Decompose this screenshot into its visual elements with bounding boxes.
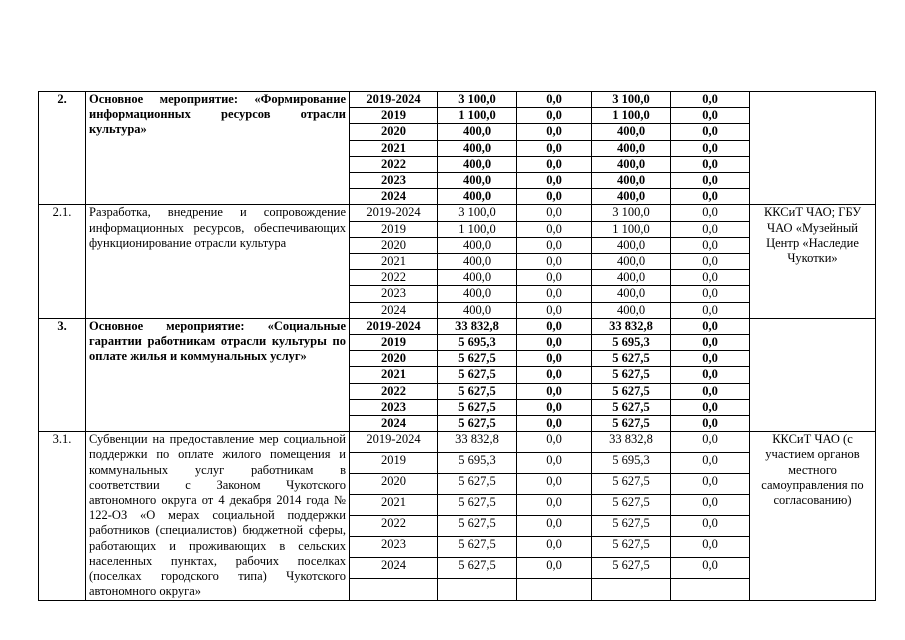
table-row <box>39 432 876 453</box>
total-cell: 5 627,5 <box>438 399 517 415</box>
total-cell: 33 832,8 <box>438 318 517 334</box>
other-cell: 0,0 <box>671 495 750 516</box>
period-cell: 2024 <box>350 189 438 205</box>
period-cell: 2019-2024 <box>350 432 438 453</box>
period-cell: 2023 <box>350 399 438 415</box>
federal-cell: 0,0 <box>517 92 592 108</box>
total-cell: 400,0 <box>438 237 517 253</box>
period-cell: 2022 <box>350 156 438 172</box>
other-cell: 0,0 <box>671 335 750 351</box>
total-cell: 3 100,0 <box>438 205 517 221</box>
period-cell: 2019 <box>350 335 438 351</box>
period-cell: 2021 <box>350 367 438 383</box>
empty-cell <box>517 579 592 600</box>
regional-cell: 5 695,3 <box>592 453 671 474</box>
regional-cell: 5 627,5 <box>592 399 671 415</box>
regional-cell: 400,0 <box>592 237 671 253</box>
activity-name: Основное мероприятие: «Социальные гарантии работникам отрасли культуры по оплате жилья и коммунальных услуг» <box>86 318 350 431</box>
period-cell: 2023 <box>350 286 438 302</box>
period-cell: 2022 <box>350 270 438 286</box>
regional-cell: 5 627,5 <box>592 351 671 367</box>
other-cell: 0,0 <box>671 140 750 156</box>
regional-cell: 400,0 <box>592 156 671 172</box>
other-cell: 0,0 <box>671 286 750 302</box>
period-cell: 2022 <box>350 383 438 399</box>
other-cell: 0,0 <box>671 367 750 383</box>
other-cell: 0,0 <box>671 432 750 453</box>
period-cell: 2023 <box>350 537 438 558</box>
period-cell: 2019-2024 <box>350 318 438 334</box>
empty-cell <box>438 579 517 600</box>
total-cell: 3 100,0 <box>438 92 517 108</box>
federal-cell: 0,0 <box>517 383 592 399</box>
other-cell: 0,0 <box>671 237 750 253</box>
other-cell: 0,0 <box>671 254 750 270</box>
total-cell: 5 627,5 <box>438 558 517 579</box>
federal-cell: 0,0 <box>517 495 592 516</box>
federal-cell: 0,0 <box>517 399 592 415</box>
period-cell: 2024 <box>350 416 438 432</box>
period-cell: 2024 <box>350 302 438 318</box>
federal-cell: 0,0 <box>517 558 592 579</box>
total-cell: 5 695,3 <box>438 335 517 351</box>
regional-cell: 5 627,5 <box>592 537 671 558</box>
federal-cell: 0,0 <box>517 237 592 253</box>
federal-cell: 0,0 <box>517 221 592 237</box>
regional-cell: 5 627,5 <box>592 474 671 495</box>
federal-cell: 0,0 <box>517 367 592 383</box>
regional-cell: 400,0 <box>592 140 671 156</box>
regional-cell: 400,0 <box>592 270 671 286</box>
federal-cell: 0,0 <box>517 516 592 537</box>
period-cell: 2021 <box>350 495 438 516</box>
federal-cell: 0,0 <box>517 189 592 205</box>
regional-cell: 3 100,0 <box>592 92 671 108</box>
empty-cell <box>592 579 671 600</box>
other-cell: 0,0 <box>671 318 750 334</box>
regional-cell: 33 832,8 <box>592 432 671 453</box>
total-cell: 5 627,5 <box>438 474 517 495</box>
federal-cell: 0,0 <box>517 270 592 286</box>
other-cell: 0,0 <box>671 189 750 205</box>
other-cell: 0,0 <box>671 221 750 237</box>
total-cell: 400,0 <box>438 173 517 189</box>
other-cell: 0,0 <box>671 516 750 537</box>
total-cell: 400,0 <box>438 254 517 270</box>
federal-cell: 0,0 <box>517 124 592 140</box>
period-cell: 2021 <box>350 254 438 270</box>
regional-cell: 5 627,5 <box>592 516 671 537</box>
federal-cell: 0,0 <box>517 205 592 221</box>
regional-cell: 400,0 <box>592 173 671 189</box>
regional-cell: 400,0 <box>592 302 671 318</box>
table-row <box>39 92 876 108</box>
regional-cell: 5 627,5 <box>592 558 671 579</box>
responsible-executor: ККСиТ ЧАО; ГБУ ЧАО «Музейный Центр «Наследие Чукотки» <box>750 205 876 318</box>
period-cell: 2019 <box>350 221 438 237</box>
total-cell: 33 832,8 <box>438 432 517 453</box>
federal-cell: 0,0 <box>517 254 592 270</box>
total-cell: 5 695,3 <box>438 453 517 474</box>
table-row <box>39 205 876 221</box>
total-cell: 400,0 <box>438 124 517 140</box>
federal-cell: 0,0 <box>517 537 592 558</box>
federal-cell: 0,0 <box>517 302 592 318</box>
period-cell: 2020 <box>350 351 438 367</box>
federal-cell: 0,0 <box>517 416 592 432</box>
other-cell: 0,0 <box>671 270 750 286</box>
other-cell: 0,0 <box>671 302 750 318</box>
other-cell: 0,0 <box>671 474 750 495</box>
activity-name: Разработка, внедрение и сопровождение информационных ресурсов, обеспечивающих функционирование отрасли культура <box>86 205 350 318</box>
federal-cell: 0,0 <box>517 474 592 495</box>
period-cell: 2019 <box>350 108 438 124</box>
other-cell: 0,0 <box>671 453 750 474</box>
other-cell: 0,0 <box>671 156 750 172</box>
regional-cell: 400,0 <box>592 286 671 302</box>
period-cell: 2023 <box>350 173 438 189</box>
program-table <box>38 91 876 601</box>
item-number: 3.1. <box>39 432 86 600</box>
item-number: 3. <box>39 318 86 431</box>
regional-cell: 5 695,3 <box>592 335 671 351</box>
responsible-executor <box>750 318 876 431</box>
period-cell: 2020 <box>350 124 438 140</box>
total-cell: 400,0 <box>438 140 517 156</box>
total-cell: 5 627,5 <box>438 351 517 367</box>
other-cell: 0,0 <box>671 558 750 579</box>
total-cell: 400,0 <box>438 270 517 286</box>
regional-cell: 1 100,0 <box>592 108 671 124</box>
federal-cell: 0,0 <box>517 318 592 334</box>
total-cell: 5 627,5 <box>438 367 517 383</box>
total-cell: 5 627,5 <box>438 537 517 558</box>
regional-cell: 5 627,5 <box>592 383 671 399</box>
activity-name: Основное мероприятие: «Формирование информационных ресурсов отрасли культура» <box>86 92 350 205</box>
activity-name: Субвенции на предоставление мер социальной поддержки по оплате жилого помещения и коммунальных услуг работникам в соответствии с Законом Чукотского автономного округа от 4 декабря 2014 года № 122-ОЗ «О мерах социальной поддержки работников (специалистов) бюджетной сферы, работающих и проживающих в сельских населенных пунктах, рабочих поселках (поселках городского типа) Чукотского автономного округа» <box>86 432 350 600</box>
regional-cell: 1 100,0 <box>592 221 671 237</box>
other-cell: 0,0 <box>671 351 750 367</box>
regional-cell: 400,0 <box>592 254 671 270</box>
federal-cell: 0,0 <box>517 351 592 367</box>
federal-cell: 0,0 <box>517 140 592 156</box>
item-number: 2. <box>39 92 86 205</box>
period-cell: 2019-2024 <box>350 92 438 108</box>
total-cell: 5 627,5 <box>438 495 517 516</box>
total-cell: 5 627,5 <box>438 516 517 537</box>
total-cell: 5 627,5 <box>438 383 517 399</box>
table-row <box>39 318 876 334</box>
regional-cell: 400,0 <box>592 124 671 140</box>
period-cell: 2020 <box>350 474 438 495</box>
empty-cell <box>350 579 438 600</box>
regional-cell: 3 100,0 <box>592 205 671 221</box>
federal-cell: 0,0 <box>517 453 592 474</box>
federal-cell: 0,0 <box>517 432 592 453</box>
other-cell: 0,0 <box>671 92 750 108</box>
other-cell: 0,0 <box>671 124 750 140</box>
other-cell: 0,0 <box>671 173 750 189</box>
period-cell: 2022 <box>350 516 438 537</box>
regional-cell: 5 627,5 <box>592 416 671 432</box>
federal-cell: 0,0 <box>517 173 592 189</box>
regional-cell: 400,0 <box>592 189 671 205</box>
total-cell: 400,0 <box>438 156 517 172</box>
other-cell: 0,0 <box>671 108 750 124</box>
total-cell: 400,0 <box>438 302 517 318</box>
other-cell: 0,0 <box>671 399 750 415</box>
other-cell: 0,0 <box>671 416 750 432</box>
period-cell: 2021 <box>350 140 438 156</box>
federal-cell: 0,0 <box>517 156 592 172</box>
total-cell: 1 100,0 <box>438 108 517 124</box>
responsible-executor: ККСиТ ЧАО (с участием органов местного самоуправления по согласованию) <box>750 432 876 600</box>
total-cell: 5 627,5 <box>438 416 517 432</box>
federal-cell: 0,0 <box>517 335 592 351</box>
responsible-executor <box>750 92 876 205</box>
period-cell: 2019-2024 <box>350 205 438 221</box>
other-cell: 0,0 <box>671 205 750 221</box>
total-cell: 400,0 <box>438 189 517 205</box>
period-cell: 2020 <box>350 237 438 253</box>
total-cell: 1 100,0 <box>438 221 517 237</box>
empty-cell <box>671 579 750 600</box>
regional-cell: 33 832,8 <box>592 318 671 334</box>
period-cell: 2024 <box>350 558 438 579</box>
federal-cell: 0,0 <box>517 286 592 302</box>
regional-cell: 5 627,5 <box>592 495 671 516</box>
total-cell: 400,0 <box>438 286 517 302</box>
period-cell: 2019 <box>350 453 438 474</box>
item-number: 2.1. <box>39 205 86 318</box>
regional-cell: 5 627,5 <box>592 367 671 383</box>
other-cell: 0,0 <box>671 383 750 399</box>
other-cell: 0,0 <box>671 537 750 558</box>
federal-cell: 0,0 <box>517 108 592 124</box>
